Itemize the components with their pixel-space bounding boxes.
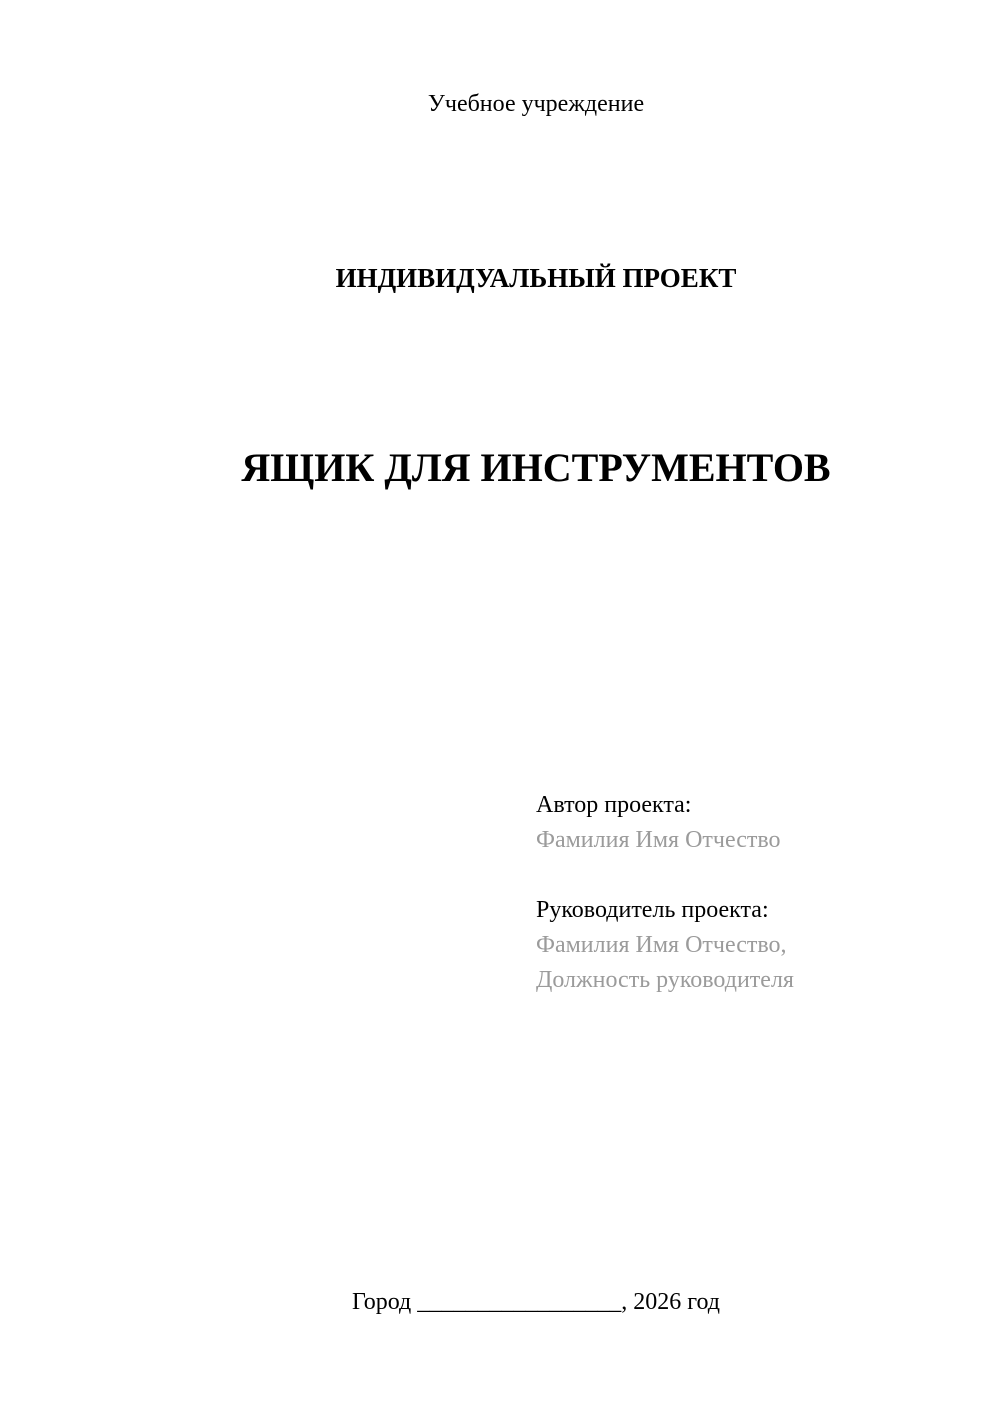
institution-name: Учебное учреждение	[427, 91, 645, 117]
supervisor-role-placeholder: Должность руководителя	[536, 967, 794, 993]
credits-block	[536, 788, 794, 998]
project-title: ЯЩИК ДЛЯ ИНСТРУМЕНТОВ	[241, 445, 831, 490]
author-group	[536, 788, 794, 858]
document-type-heading: ИНДИВИДУАЛЬНЫЙ ПРОЕКТ	[335, 263, 737, 293]
supervisor-label: Руководитель проекта:	[536, 897, 769, 923]
supervisor-group	[536, 893, 794, 998]
author-name-placeholder: Фамилия Имя Отчество	[536, 827, 781, 853]
supervisor-name-placeholder: Фамилия Имя Отчество,	[536, 932, 787, 958]
author-label: Автор проекта:	[536, 792, 692, 818]
city-year-line: Город _________________, 2026 год	[351, 1289, 721, 1315]
